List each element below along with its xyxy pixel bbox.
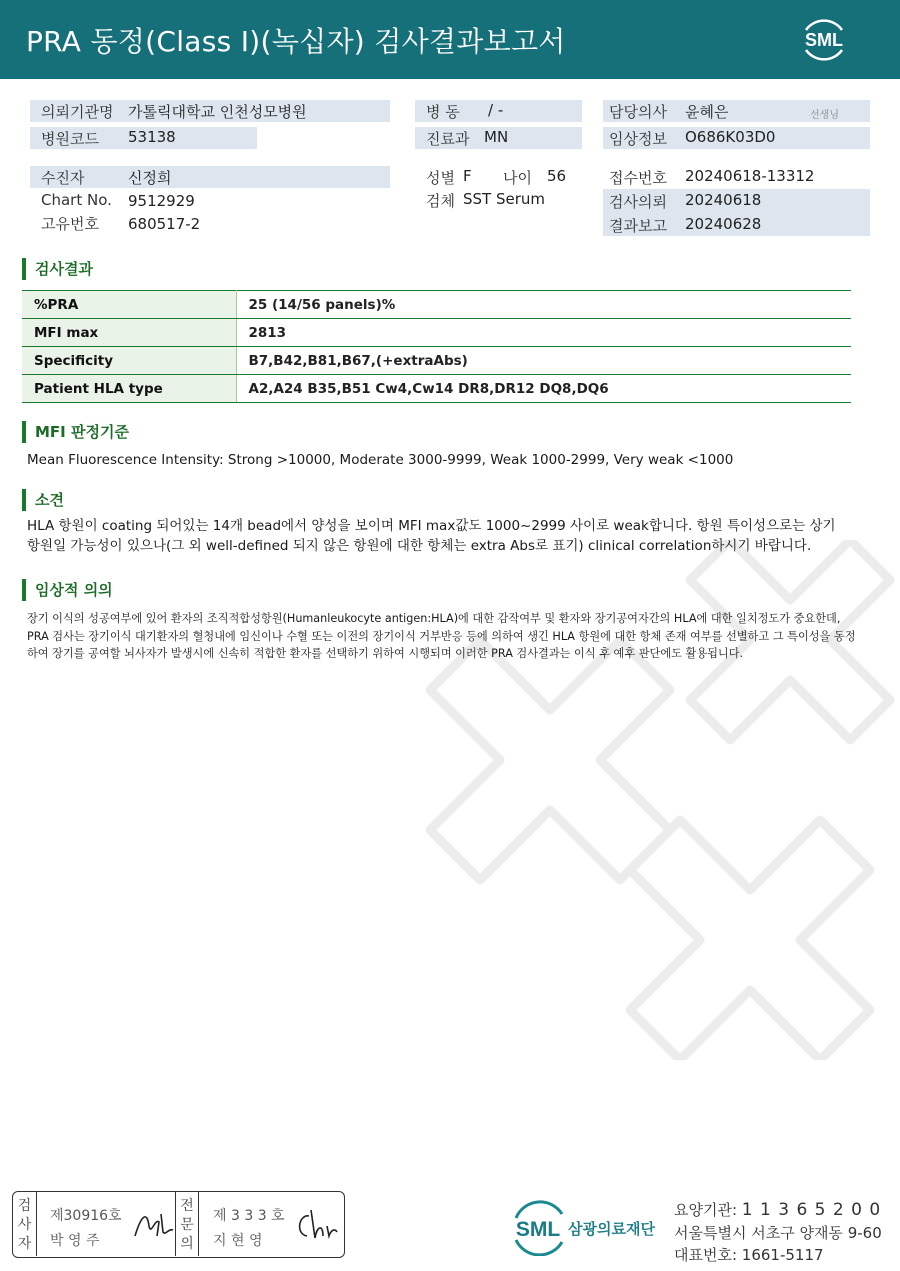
phone-line (674, 1244, 824, 1265)
footer-org-name: 삼광의료재단 (568, 1220, 655, 1238)
clinical-value: O686K03D0 (685, 128, 776, 146)
clinical-section-title: 임상적 의의 (22, 579, 113, 601)
result-key: MFI max (22, 319, 236, 347)
table-row (22, 319, 851, 347)
sml-logo-icon (796, 14, 852, 64)
signature-box (12, 1191, 345, 1258)
clinical-label: 임상정보 (609, 130, 667, 148)
examiner-label: 검사자 (13, 1192, 37, 1256)
doctor-value: 윤혜은 (685, 103, 729, 121)
report-date-label: 결과보고 (609, 217, 667, 235)
care-label: 요양기관: (674, 1201, 738, 1219)
results-section-title: 검사결과 (22, 258, 93, 280)
ward-value: / - (488, 101, 504, 119)
opinion-line-2: 항원일 가능성이 있으나(그 외 well-defined 되지 않은 항원에 대한 항체는 extra Abs로 표기) clinical correlation하시기 바랍니다. (27, 538, 812, 554)
receipt-label: 접수번호 (609, 169, 667, 187)
mfi-criteria-text: Mean Fluorescence Intensity: Strong >10000, Moderate 3000-9999, Weak 1000-2999, Very weak <1000 (27, 452, 734, 468)
mfi-section-title: MFI 판정기준 (22, 421, 129, 443)
patient-name-value: 신정희 (128, 169, 172, 187)
footer-logo-text: SML (515, 1218, 561, 1241)
dept-label: 진료과 (426, 130, 470, 148)
request-date-label: 검사의뢰 (609, 193, 667, 211)
table-row (22, 375, 851, 403)
table-row (22, 347, 851, 375)
report-title: PRA 동정(Class I)(녹십자) 검사결과보고서 (26, 25, 566, 58)
specialist-name: 지 현 영 (213, 1233, 263, 1249)
examiner-name: 박 영 주 (50, 1233, 100, 1249)
age-value: 56 (547, 167, 567, 185)
header-logo-text: SML (805, 30, 843, 50)
result-value: 25 (14/56 panels)% (236, 291, 851, 319)
footer-sml-logo-icon (510, 1200, 660, 1256)
institution-label: 의뢰기관명 (41, 103, 114, 121)
clinical-significance-text: 장기 이식의 성공여부에 있어 환자의 조직적합성항원(Humanleukocyte antigen:HLA)에 대한 감작여부 및 환자와 장기공여자간의 HLA에 대한 일치정도가 중요한데, PRA 검사는 장기이식 대기환자의 혈청내에 임신이나 수혈 또는 이전의 장기이식 거부반응 등에 의하여 생긴 HLA 항원에 대한 항체 존재 여부를 선별하고 그 특이성을 동정하여 장기를 공여할 뇌사자가 발생시에 신속히 적합한 환자를 선택하기 위하여 시행되며 이러한 PRA 검사결과는 이식 후 예후 판단에도 활용됩니다. (27, 612, 856, 660)
specialist-number: 제 3 3 3 호 (213, 1208, 285, 1224)
result-key: Specificity (22, 347, 236, 375)
ward-label: 병 동 (426, 103, 460, 121)
specialist-signature-icon (293, 1206, 339, 1242)
specialist-label: 전문의 (175, 1192, 199, 1256)
doctor-label: 담당의사 (609, 103, 667, 121)
phone-number: 1661-5117 (741, 1246, 824, 1264)
patient-name-label: 수진자 (41, 169, 85, 187)
institution-value: 가톨릭대학교 인천성모병원 (128, 103, 307, 121)
id-label: 고유번호 (41, 215, 99, 233)
report-header (0, 0, 900, 79)
examiner-signature-icon (131, 1206, 175, 1242)
result-key: Patient HLA type (22, 375, 236, 403)
dept-value: MN (484, 128, 509, 146)
chart-label: Chart No. (41, 191, 112, 209)
result-value: A2,A24 B35,B51 Cw4,Cw14 DR8,DR12 DQ8,DQ6 (236, 375, 851, 403)
result-value: 2813 (236, 319, 851, 347)
phone-label: 대표번호: (674, 1246, 738, 1264)
table-row (22, 291, 851, 319)
care-institution-line (674, 1199, 881, 1220)
care-number: 1 1 3 6 5 2 0 0 (741, 1200, 882, 1220)
opinion-section-title: 소견 (22, 489, 64, 511)
examiner-number: 제30916호 (50, 1208, 122, 1224)
chart-value: 9512929 (128, 192, 195, 210)
report-date-value: 20240628 (685, 215, 762, 233)
sex-value: F (463, 167, 472, 185)
specimen-label: 검체 (426, 192, 455, 210)
results-table (22, 290, 851, 403)
receipt-value: 20240618-13312 (685, 167, 815, 185)
code-value: 53138 (128, 128, 176, 146)
id-value: 680517-2 (128, 215, 201, 233)
address-line: 서울특별시 서초구 양재동 9-60 (674, 1224, 882, 1242)
age-label: 나이 (503, 169, 532, 187)
specimen-value: SST Serum (463, 190, 546, 208)
result-key: %PRA (22, 291, 236, 319)
code-label: 병원코드 (41, 130, 99, 148)
opinion-line-1: HLA 항원이 coating 되어있는 14개 bead에서 양성을 보이며 MFI max값도 1000~2999 사이로 weak합니다. 항원 특이성으로는 상기 (27, 518, 836, 534)
request-date-value: 20240618 (685, 191, 762, 209)
doctor-suffix: 선생님 (810, 110, 839, 121)
sex-label: 성별 (426, 169, 455, 187)
result-value: B7,B42,B81,B67,(+extraAbs) (236, 347, 851, 375)
